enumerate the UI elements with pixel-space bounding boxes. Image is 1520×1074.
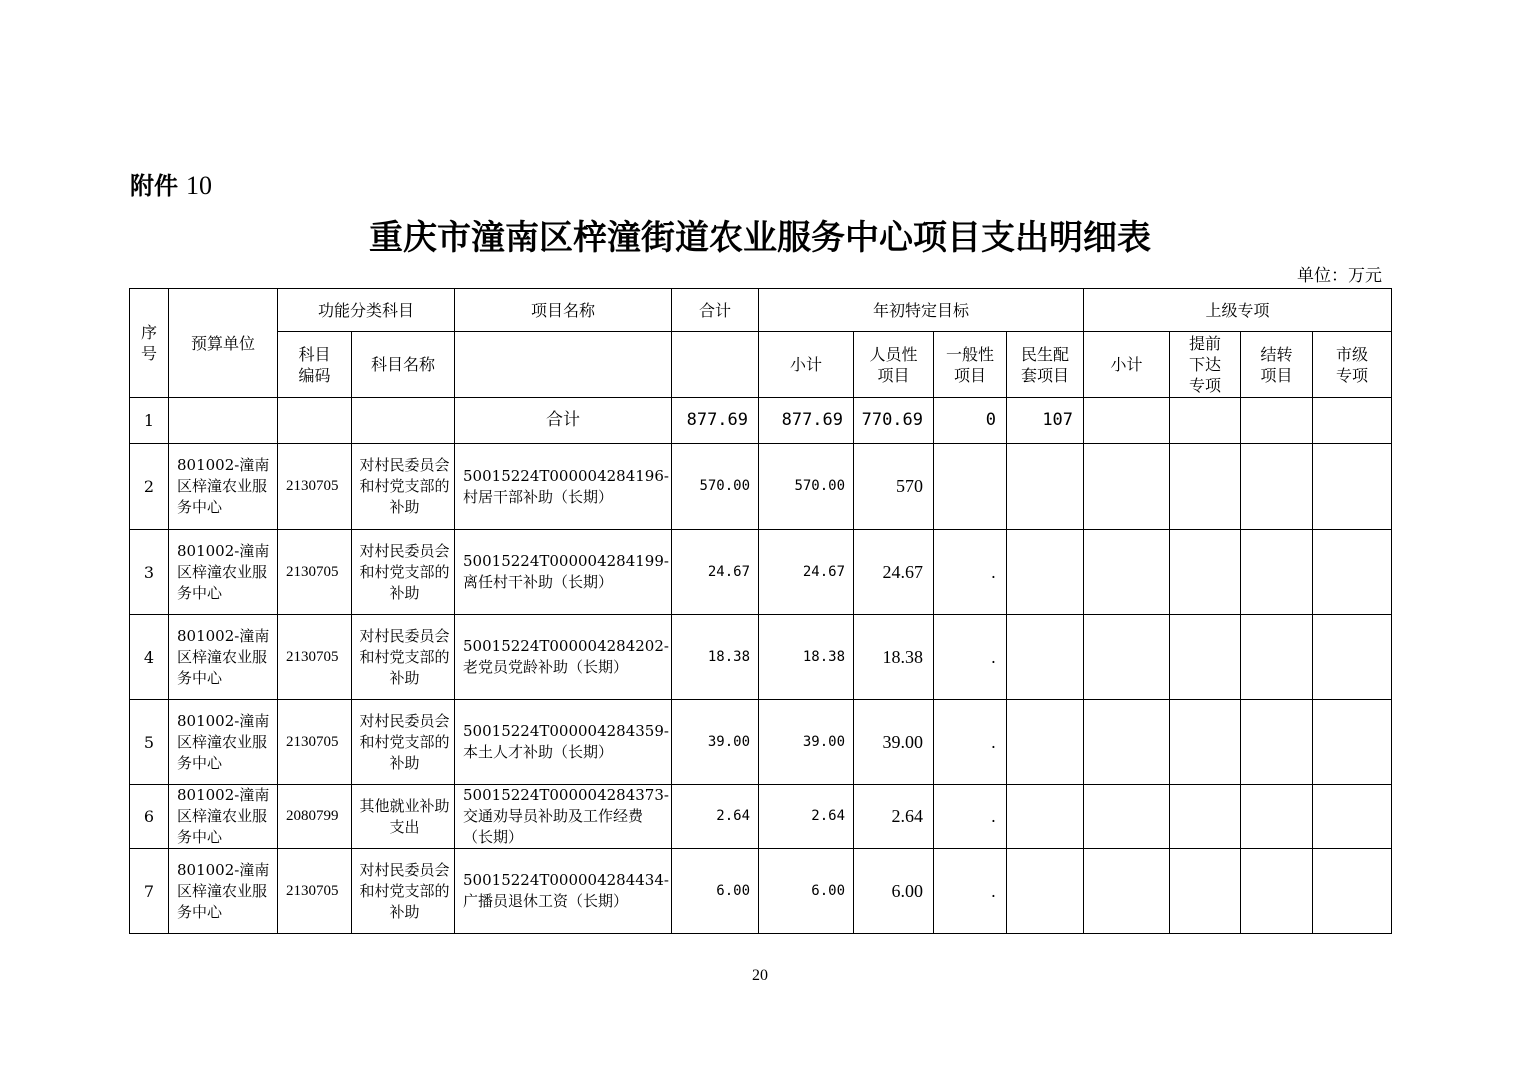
row-project-name: 50015224T000004284202-老党员党龄补助（长期） xyxy=(455,615,672,700)
attachment-label-text: 附件 xyxy=(130,172,178,200)
row-seq: 4 xyxy=(130,615,169,700)
total-general: 0 xyxy=(934,398,1007,444)
row-personnel: 2.64 xyxy=(854,785,934,849)
header-subject-name: 科目名称 xyxy=(352,332,455,398)
row-advance xyxy=(1170,444,1241,530)
total-at-subtotal: 877.69 xyxy=(759,398,854,444)
row-at-subtotal: 39.00 xyxy=(759,700,854,785)
table-row xyxy=(130,530,1392,615)
row-carryover xyxy=(1241,785,1313,849)
row-at-subtotal: 18.38 xyxy=(759,615,854,700)
empty-cell xyxy=(1084,398,1170,444)
header-project-name: 项目名称 xyxy=(455,289,672,332)
total-livelihood: 107 xyxy=(1007,398,1084,444)
row-personnel: 24.67 xyxy=(854,530,934,615)
row-ss-subtotal xyxy=(1084,700,1170,785)
row-total: 570.00 xyxy=(672,444,759,530)
header-func-class: 功能分类科目 xyxy=(278,289,455,332)
row-at-subtotal: 24.67 xyxy=(759,530,854,615)
data-rows xyxy=(130,444,1392,934)
row-carryover xyxy=(1241,615,1313,700)
row-budget-unit: 801002-潼南区梓潼农业服务中心 xyxy=(169,785,278,849)
row-city xyxy=(1313,530,1392,615)
header-carryover: 结转项目 xyxy=(1241,332,1313,398)
row-livelihood xyxy=(1007,700,1084,785)
header-project-name-blank xyxy=(455,332,672,398)
row-subject-code: 2130705 xyxy=(278,530,352,615)
row-livelihood xyxy=(1007,530,1084,615)
header-total: 合计 xyxy=(672,289,759,332)
row-livelihood xyxy=(1007,785,1084,849)
total-row xyxy=(130,398,1392,444)
row-subject-code: 2080799 xyxy=(278,785,352,849)
row-livelihood xyxy=(1007,849,1084,934)
row-livelihood xyxy=(1007,444,1084,530)
row-livelihood xyxy=(1007,615,1084,700)
row-seq: 7 xyxy=(130,849,169,934)
row-general xyxy=(934,444,1007,530)
row-subject-name: 对村民委员会和村党支部的补助 xyxy=(352,849,455,934)
row-at-subtotal: 2.64 xyxy=(759,785,854,849)
header-advance: 提前下达专项 xyxy=(1170,332,1241,398)
total-label: 合计 xyxy=(455,398,672,444)
row-city xyxy=(1313,785,1392,849)
header-seq: 序号 xyxy=(130,289,169,398)
row-total: 18.38 xyxy=(672,615,759,700)
header-budget-unit: 预算单位 xyxy=(169,289,278,398)
row-subject-code: 2130705 xyxy=(278,849,352,934)
total-total: 877.69 xyxy=(672,398,759,444)
row-subject-name: 对村民委员会和村党支部的补助 xyxy=(352,700,455,785)
row-seq: 2 xyxy=(130,444,169,530)
header-annual-target: 年初特定目标 xyxy=(759,289,1084,332)
row-carryover xyxy=(1241,700,1313,785)
page-number: 20 xyxy=(752,967,768,984)
row-ss-subtotal xyxy=(1084,530,1170,615)
header-total-blank xyxy=(672,332,759,398)
empty-cell xyxy=(278,398,352,444)
table-row xyxy=(130,700,1392,785)
row-advance xyxy=(1170,530,1241,615)
table-row xyxy=(130,849,1392,934)
row-ss-subtotal xyxy=(1084,615,1170,700)
header-superior-special: 上级专项 xyxy=(1084,289,1392,332)
row-city xyxy=(1313,615,1392,700)
row-seq: 5 xyxy=(130,700,169,785)
empty-cell xyxy=(1241,398,1313,444)
row-advance xyxy=(1170,785,1241,849)
row-city xyxy=(1313,700,1392,785)
row-advance xyxy=(1170,700,1241,785)
page-title: 重庆市潼南区梓潼街道农业服务中心项目支出明细表 xyxy=(369,218,1151,258)
row-carryover xyxy=(1241,849,1313,934)
empty-cell xyxy=(1313,398,1392,444)
header-city: 市级专项 xyxy=(1313,332,1392,398)
table-row xyxy=(130,785,1392,849)
row-seq: 6 xyxy=(130,785,169,849)
row-general: . xyxy=(934,785,1007,849)
empty-cell xyxy=(169,398,278,444)
row-project-name: 50015224T000004284373-交通劝导员补助及工作经费（长期） xyxy=(455,785,672,849)
empty-cell xyxy=(352,398,455,444)
attachment-number: 10 xyxy=(186,171,212,200)
row-personnel: 570 xyxy=(854,444,934,530)
row-budget-unit: 801002-潼南区梓潼农业服务中心 xyxy=(169,615,278,700)
row-subject-code: 2130705 xyxy=(278,444,352,530)
row-personnel: 18.38 xyxy=(854,615,934,700)
header-row-1 xyxy=(130,289,1392,332)
row-total: 39.00 xyxy=(672,700,759,785)
table-row xyxy=(130,444,1392,530)
row-personnel: 6.00 xyxy=(854,849,934,934)
row-ss-subtotal xyxy=(1084,849,1170,934)
row-subject-name: 对村民委员会和村党支部的补助 xyxy=(352,444,455,530)
row-carryover xyxy=(1241,530,1313,615)
header-ss-subtotal: 小计 xyxy=(1084,332,1170,398)
unit-label: 单位：万元 xyxy=(1297,266,1382,286)
header-subject-code: 科目编码 xyxy=(278,332,352,398)
row-advance xyxy=(1170,849,1241,934)
row-total: 6.00 xyxy=(672,849,759,934)
row-budget-unit: 801002-潼南区梓潼农业服务中心 xyxy=(169,700,278,785)
row-general: . xyxy=(934,700,1007,785)
table-row xyxy=(130,615,1392,700)
header-row-2 xyxy=(130,332,1392,398)
row-subject-name: 对村民委员会和村党支部的补助 xyxy=(352,615,455,700)
expenditure-table xyxy=(129,288,1392,934)
empty-cell xyxy=(1170,398,1241,444)
row-ss-subtotal xyxy=(1084,444,1170,530)
row-project-name: 50015224T000004284199-离任村干补助（长期） xyxy=(455,530,672,615)
row-advance xyxy=(1170,615,1241,700)
row-personnel: 39.00 xyxy=(854,700,934,785)
attachment-label xyxy=(130,166,212,201)
row-general: . xyxy=(934,530,1007,615)
header-at-subtotal: 小计 xyxy=(759,332,854,398)
row-carryover xyxy=(1241,444,1313,530)
row-at-subtotal: 6.00 xyxy=(759,849,854,934)
row-general: . xyxy=(934,849,1007,934)
row-subject-code: 2130705 xyxy=(278,700,352,785)
row-at-subtotal: 570.00 xyxy=(759,444,854,530)
row-project-name: 50015224T000004284196-村居干部补助（长期） xyxy=(455,444,672,530)
header-livelihood: 民生配套项目 xyxy=(1007,332,1084,398)
total-seq: 1 xyxy=(130,398,169,444)
row-city xyxy=(1313,849,1392,934)
row-budget-unit: 801002-潼南区梓潼农业服务中心 xyxy=(169,444,278,530)
row-subject-name: 其他就业补助支出 xyxy=(352,785,455,849)
row-project-name: 50015224T000004284359-本土人才补助（长期） xyxy=(455,700,672,785)
row-total: 2.64 xyxy=(672,785,759,849)
header-personnel: 人员性项目 xyxy=(854,332,934,398)
row-total: 24.67 xyxy=(672,530,759,615)
row-project-name: 50015224T000004284434-广播员退休工资（长期） xyxy=(455,849,672,934)
header-general: 一般性项目 xyxy=(934,332,1007,398)
row-city xyxy=(1313,444,1392,530)
row-subject-code: 2130705 xyxy=(278,615,352,700)
row-ss-subtotal xyxy=(1084,785,1170,849)
row-budget-unit: 801002-潼南区梓潼农业服务中心 xyxy=(169,530,278,615)
row-subject-name: 对村民委员会和村党支部的补助 xyxy=(352,530,455,615)
row-budget-unit: 801002-潼南区梓潼农业服务中心 xyxy=(169,849,278,934)
row-seq: 3 xyxy=(130,530,169,615)
total-personnel: 770.69 xyxy=(854,398,934,444)
row-general: . xyxy=(934,615,1007,700)
